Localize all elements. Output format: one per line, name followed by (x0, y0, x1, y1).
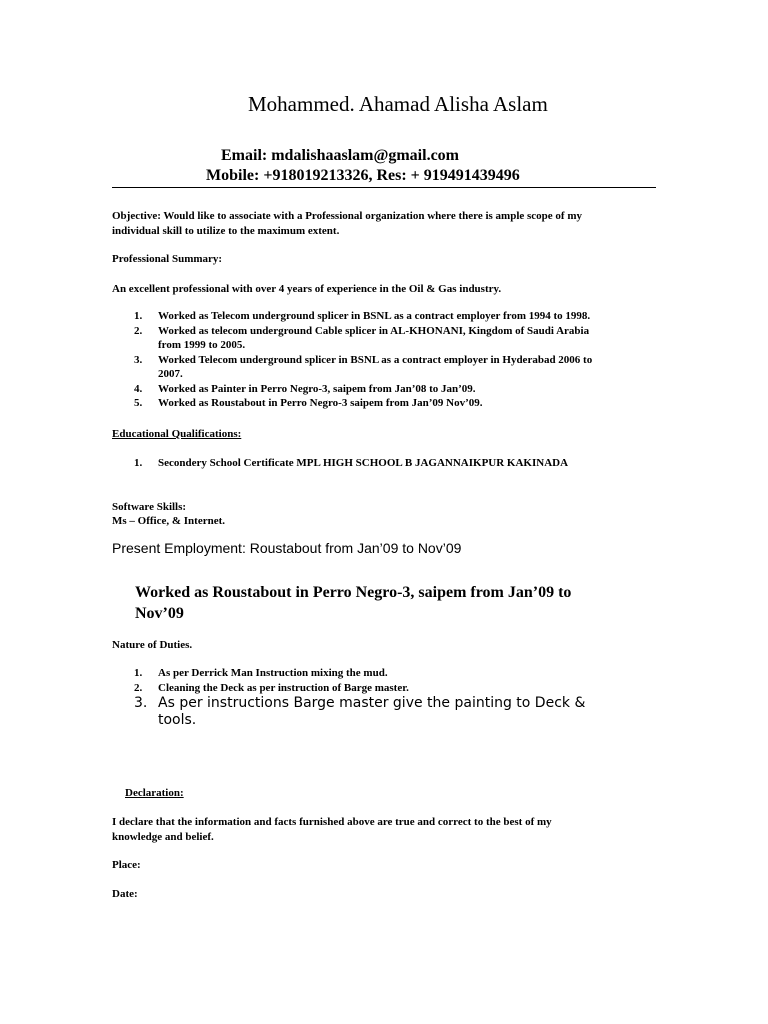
date-label: Date: (112, 888, 138, 900)
summary-list (112, 309, 672, 411)
summary-intro: An excellent professional with over 4 years of experience in the Oil & Gas industry. (112, 283, 502, 295)
education-item: 1. Secondery School Certificate MPL HIGH SCHOOL B JAGANNAIKPUR KAKINADA (134, 457, 569, 469)
place-label: Place: (112, 859, 141, 871)
objective-line-2: individual skill to utilize to the maximum extent. (112, 224, 340, 237)
mobile-line: Mobile: +918019213326, Res: + 919491439496 (206, 167, 520, 184)
summary-item: 1. Worked as Telecom underground splicer in BSNL as a contract employer from 1994 to 1998. (134, 310, 591, 322)
summary-item: 4. Worked as Painter in Perro Negro-3, saipem from Jan’08 to Jan’09. (134, 382, 476, 395)
software-text: Ms – Office, & Internet. (112, 515, 226, 527)
software-heading: Software Skills: (112, 501, 187, 513)
summary-item: 5. Worked as Roustabout in Perro Negro-3 saipem from Jan’09 Nov’09. (134, 397, 483, 409)
email-line: Email: mdalishaaslam@gmail.com (221, 147, 459, 164)
present-employment: Present Employment: Roustabout from Jan’09 to Nov’09 (112, 540, 462, 556)
header-divider (112, 187, 656, 188)
summary-item: 3. Worked Telecom underground splicer in BSNL as a contract employer in Hyderabad 2006 to 2007. (134, 353, 593, 380)
declaration-heading: Declaration: (125, 787, 184, 799)
objective-line-1: Objective: Would like to associate with a Professional organization where there is ample scope of my (112, 210, 583, 222)
education-heading: Educational Qualifications: (112, 428, 242, 440)
duty-item: 1. As per Derrick Man Instruction mixing the mud. (134, 667, 388, 679)
summary-heading: Professional Summary: (112, 253, 223, 265)
objective-section (112, 209, 672, 238)
declaration-text: I declare that the information and facts furnished above are true and correct to the best of my knowledge and belief. (112, 816, 552, 843)
duties-heading: Nature of Duties. (112, 639, 193, 651)
education-list (112, 456, 672, 471)
experience-heading: Worked as Roustabout in Perro Negro-3, saipem from Jan’09 to Nov’09 (135, 584, 572, 622)
candidate-name: Mohammed. Ahamad Alisha Aslam (248, 92, 548, 116)
duty-item: 3. As per instructions Barge master give the painting to Deck & tools. (134, 695, 586, 728)
duties-list (112, 666, 672, 729)
summary-item: 2. Worked as telecom underground Cable splicer in AL-KHONANI, Kingdom of Saudi Arabia from 1999 to 2005. (134, 324, 590, 351)
duty-item: 2. Cleaning the Deck as per instruction of Barge master. (134, 681, 409, 694)
